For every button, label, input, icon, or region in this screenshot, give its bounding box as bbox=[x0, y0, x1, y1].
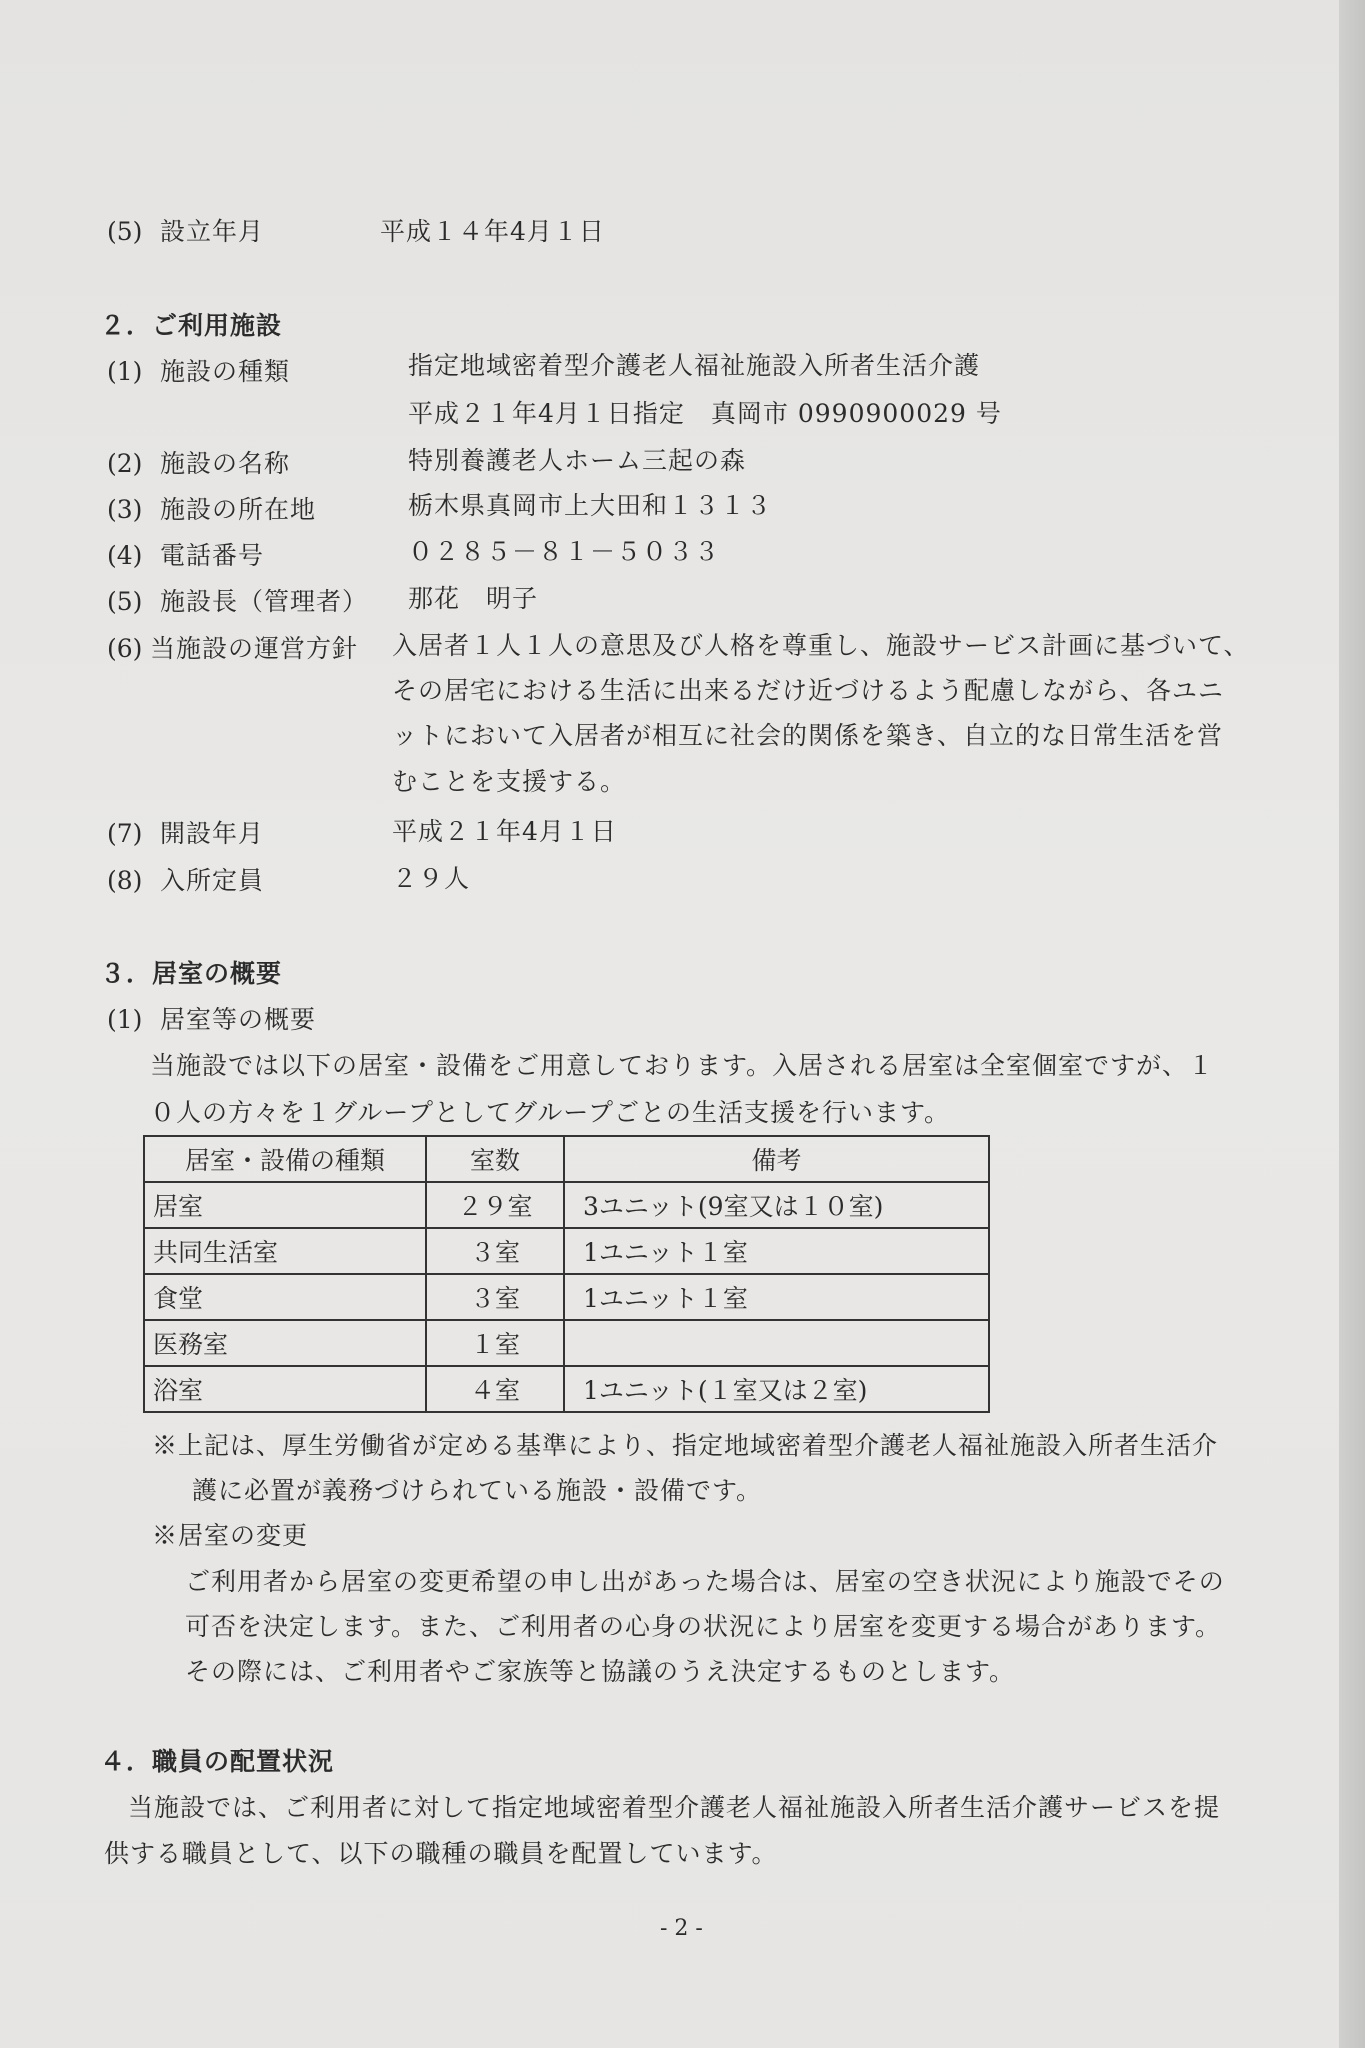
room-note: 1ユニット(１室又は２室) bbox=[564, 1366, 989, 1412]
item-value: 平成２１年4月１日指定 真岡市 0990900029 号 bbox=[408, 399, 1002, 428]
page-number: - 2 - bbox=[660, 1916, 703, 1941]
table-row bbox=[144, 1228, 989, 1274]
item-number: (5) bbox=[107, 587, 143, 616]
item-number: (5) bbox=[107, 217, 143, 246]
room-note: 3ユニット(9室又は１０室) bbox=[564, 1182, 989, 1228]
room-type: 浴室 bbox=[144, 1366, 426, 1412]
change-line: ご利用者から居室の変更希望の申し出があった場合は、居室の空き状況により施設でその bbox=[185, 1567, 1225, 1596]
paper-edge bbox=[1339, 0, 1365, 2048]
item-number: (8) bbox=[107, 866, 143, 895]
table-row bbox=[144, 1320, 989, 1366]
section-heading: ４．職員の配置状況 bbox=[100, 1747, 335, 1776]
room-note bbox=[564, 1320, 989, 1366]
body-line: 供する職員として、以下の職種の職員を配置しています。 bbox=[104, 1839, 778, 1868]
note-line: ※上記は、厚生労働省が定める基準により、指定地域密着型介護老人福祉施設入所者生活介 bbox=[152, 1431, 1219, 1460]
item-label: 入所定員 bbox=[160, 866, 265, 895]
body-line: 当施設では、ご利用者に対して指定地域密着型介護老人福祉施設入所者生活介護サービスを提 bbox=[128, 1793, 1221, 1822]
room-count: ４室 bbox=[426, 1366, 564, 1412]
room-count: ２９室 bbox=[426, 1182, 564, 1228]
item-value: 特別養護老人ホーム三起の森 bbox=[408, 446, 747, 475]
item-value: 平成１４年4月１日 bbox=[380, 217, 605, 246]
column-header: 室数 bbox=[426, 1136, 564, 1182]
policy-line: ットにおいて入居者が相互に社会的関係を築き、自立的な日常生活を営 bbox=[392, 721, 1224, 750]
section-heading: ３．居室の概要 bbox=[100, 959, 283, 988]
item-value: ２９人 bbox=[392, 864, 471, 893]
item-number: (6) bbox=[107, 634, 143, 663]
room-type: 食堂 bbox=[144, 1274, 426, 1320]
item-value: 那花 明子 bbox=[408, 584, 539, 613]
item-number: (1) bbox=[107, 1005, 143, 1034]
subheading: ※居室の変更 bbox=[152, 1521, 309, 1550]
section-heading: ２．ご利用施設 bbox=[100, 311, 283, 340]
room-type: 共同生活室 bbox=[144, 1228, 426, 1274]
item-number: (7) bbox=[107, 819, 143, 848]
item-number: (3) bbox=[107, 495, 143, 524]
item-label: 居室等の概要 bbox=[160, 1005, 317, 1034]
item-value: 指定地域密着型介護老人福祉施設入所者生活介護 bbox=[408, 351, 981, 380]
table-row bbox=[144, 1182, 989, 1228]
item-label: 施設の所在地 bbox=[160, 495, 317, 524]
rooms-table bbox=[143, 1135, 990, 1413]
item-number: (4) bbox=[107, 541, 143, 570]
change-line: 可否を決定します。また、ご利用者の心身の状況により居室を変更する場合があります。 bbox=[185, 1612, 1222, 1641]
table-header-row bbox=[144, 1136, 989, 1182]
intro-line: 当施設では以下の居室・設備をご用意しております。入居される居室は全室個室ですが、１ bbox=[150, 1051, 1215, 1080]
room-count: ３室 bbox=[426, 1228, 564, 1274]
item-label: 当施設の運営方針 bbox=[150, 634, 359, 663]
policy-line: その居宅における生活に出来るだけ近づけるよう配慮しながら、各ユニ bbox=[392, 676, 1225, 705]
item-label: 電話番号 bbox=[160, 541, 265, 570]
item-label: 開設年月 bbox=[160, 819, 265, 848]
item-label: 設立年月 bbox=[160, 217, 265, 246]
policy-line: 入居者１人１人の意思及び人格を尊重し、施設サービス計画に基づいて、 bbox=[392, 631, 1250, 660]
room-count: １室 bbox=[426, 1320, 564, 1366]
room-type: 居室 bbox=[144, 1182, 426, 1228]
item-label: 施設長（管理者） bbox=[160, 587, 369, 616]
intro-line: ０人の方々を１グループとしてグループごとの生活支援を行います。 bbox=[150, 1098, 951, 1127]
table-row bbox=[144, 1366, 989, 1412]
item-value: ０２８５－８１－５０３３ bbox=[408, 537, 721, 566]
room-count: ３室 bbox=[426, 1274, 564, 1320]
item-number: (1) bbox=[107, 357, 143, 386]
room-note: 1ユニット１室 bbox=[564, 1274, 989, 1320]
room-note: 1ユニット１室 bbox=[564, 1228, 989, 1274]
table-row bbox=[144, 1274, 989, 1320]
note-line: 護に必置が義務づけられている施設・設備です。 bbox=[192, 1476, 763, 1505]
column-header: 居室・設備の種類 bbox=[144, 1136, 426, 1182]
room-type: 医務室 bbox=[144, 1320, 426, 1366]
item-value: 平成２１年4月１日 bbox=[392, 817, 617, 846]
item-number: (2) bbox=[107, 449, 143, 478]
item-label: 施設の種類 bbox=[160, 357, 291, 386]
policy-line: むことを支援する。 bbox=[392, 767, 627, 796]
column-header: 備考 bbox=[564, 1136, 989, 1182]
item-label: 施設の名称 bbox=[160, 449, 291, 478]
item-value: 栃木県真岡市上大田和１３１３ bbox=[408, 491, 773, 520]
change-line: その際には、ご利用者やご家族等と協議のうえ決定するものとします。 bbox=[185, 1657, 1016, 1686]
